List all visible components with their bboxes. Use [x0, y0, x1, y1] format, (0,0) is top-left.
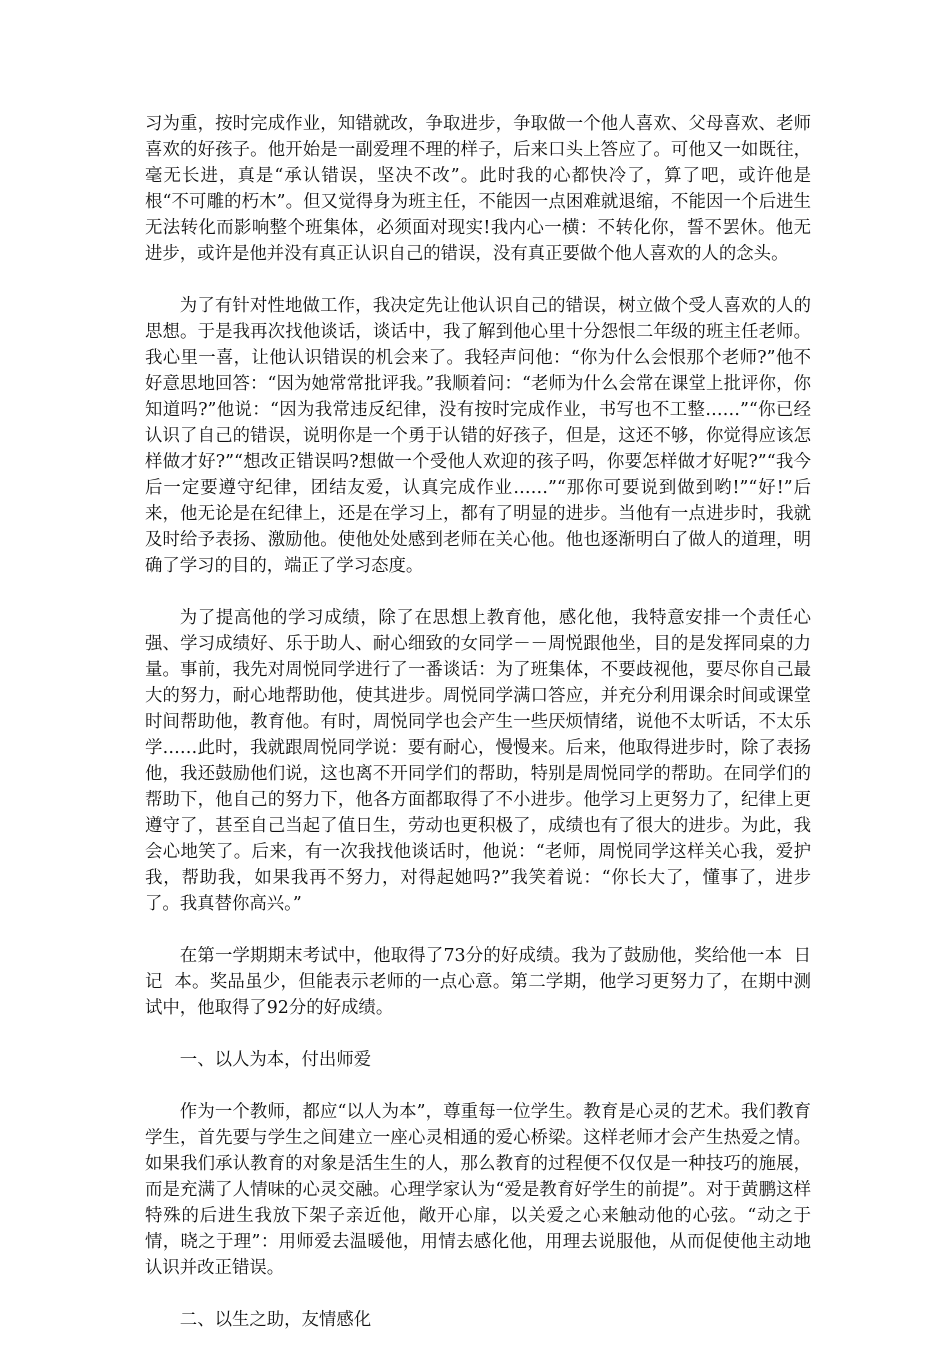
paragraph-continued: 习为重，按时完成作业，知错就改，争取进步，争取做一个他人喜欢、父母喜欢、老师喜欢的好孩子。他开始是一副爱理不理的样子，后来口头上答应了。可他又一如既往，毫无长进，真是“承认错误，坚决不改”。此时我的心都快冷了，算了吧，或许他是根“不可雕的朽木”。但又觉得身为班主任，不能因一点困难就退缩，不能因一个后进生无法转化而影响整个班集体，必须面对现实!我内心一横：不转化你，誓不罢休。他无进步，或许是他并没有真正认识自己的错误，没有真正要做个他人喜欢的人的念头。: [145, 114, 811, 264]
section-heading-2: 二、以生之助，友情感化: [179, 1310, 372, 1330]
document-body: [145, 111, 811, 1359]
paragraph-teacher-love: 作为一个教师，都应“以人为本”，尊重每一位学生。教育是心灵的艺术。我们教育学生，首先要与学生之间建立一座心灵相通的爱心桥梁。这样老师才会产生热爱之情。如果我们承认教育的对象是活生生的人，那么教育的过程便不仅仅是一种技巧的施展，而是充满了人情味的心灵交融。心理学家认为“爱是教育好学生的前提”。对于黄鹏这样特殊的后进生我放下架子亲近他，敞开心扉，以关爱之心来触动他的心弦。“动之于情，晓之于理”：用师爱去温暖他，用情去感化他，用理去说服他，从而促使他主动地认识并改正错误。: [145, 1102, 811, 1278]
paragraph-targeted-work: 为了有针对性地做工作，我决定先让他认识自己的错误，树立做个受人喜欢的人的思想。于是我再次找他谈话，谈话中，我了解到他心里十分怨恨二年级的班主任老师。我心里一喜，让他认识错误的机会来了。我轻声问他：“你为什么会恨那个老师?”他不好意思地回答：“因为她常常批评我。”我顺着问：“老师为什么会常在课堂上批评你，你知道吗?”他说：“因为我常违反纪律，没有按时完成作业，书写也不工整……”“你已经认识了自己的错误，说明你是一个勇于认错的好孩子，但是，这还不够，你觉得应该怎样做才好?”“想改正错误吗?想做一个受他人欢迎的孩子吗，你要怎样做才好呢?”“我今后一定要遵守纪律，团结友爱，认真完成作业……”“那你可要说到做到哟!”“好!”后来，他无论是在纪律上，还是在学习上，都有了明显的进步。当他有一点进步时，我就及时给予表扬、激励他。使他处处感到老师在关心他。他也逐渐明白了做人的道理，明确了学习的目的，端正了学习态度。: [145, 296, 811, 576]
section-heading-1: 一、以人为本，付出师爱: [179, 1050, 372, 1070]
paragraph-deskmate-help: 为了提高他的学习成绩，除了在思想上教育他，感化他，我特意安排一个责任心强、学习成绩好、乐于助人、耐心细致的女同学－－周悦跟他坐，目的是发挥同桌的力量。事前，我先对周悦同学进行了一番谈话：为了班集体，不要歧视他，要尽你自己最大的努力，耐心地帮助他，使其进步。周悦同学满口答应，并充分利用课余时间或课堂时间帮助他，教育他。有时，周悦同学也会产生一些厌烦情绪，说他不太听话，不太乐学……此时，我就跟周悦同学说：要有耐心，慢慢来。后来，他取得进步时，除了表扬他，我还鼓励他们说，这也离不开同学们的帮助，特别是周悦同学的帮助。在同学们的帮助下，他自己的努力下，他各方面都取得了不小进步。他学习上更努力了，纪律上更遵守了，甚至自己当起了值日生，劳动也更积极了，成绩也有了很大的进步。为此，我会心地笑了。后来，有一次我找他谈话时，他说：“老师，周悦同学这样关心我，爱护我，帮助我，如果我再不努力，对得起她吗?”我笑着说：“你长大了，懂事了，进步了。我真替你高兴。”: [145, 608, 811, 914]
paragraph-exam-results: 在第一学期期末考试中，他取得了73分的好成绩。我为了鼓励他，奖给他一本 日记 本。奖品虽少，但能表示老师的一点心意。第二学期，他学习更努力了，在期中测试中，他取得了92分的好成绩。: [145, 946, 811, 1018]
